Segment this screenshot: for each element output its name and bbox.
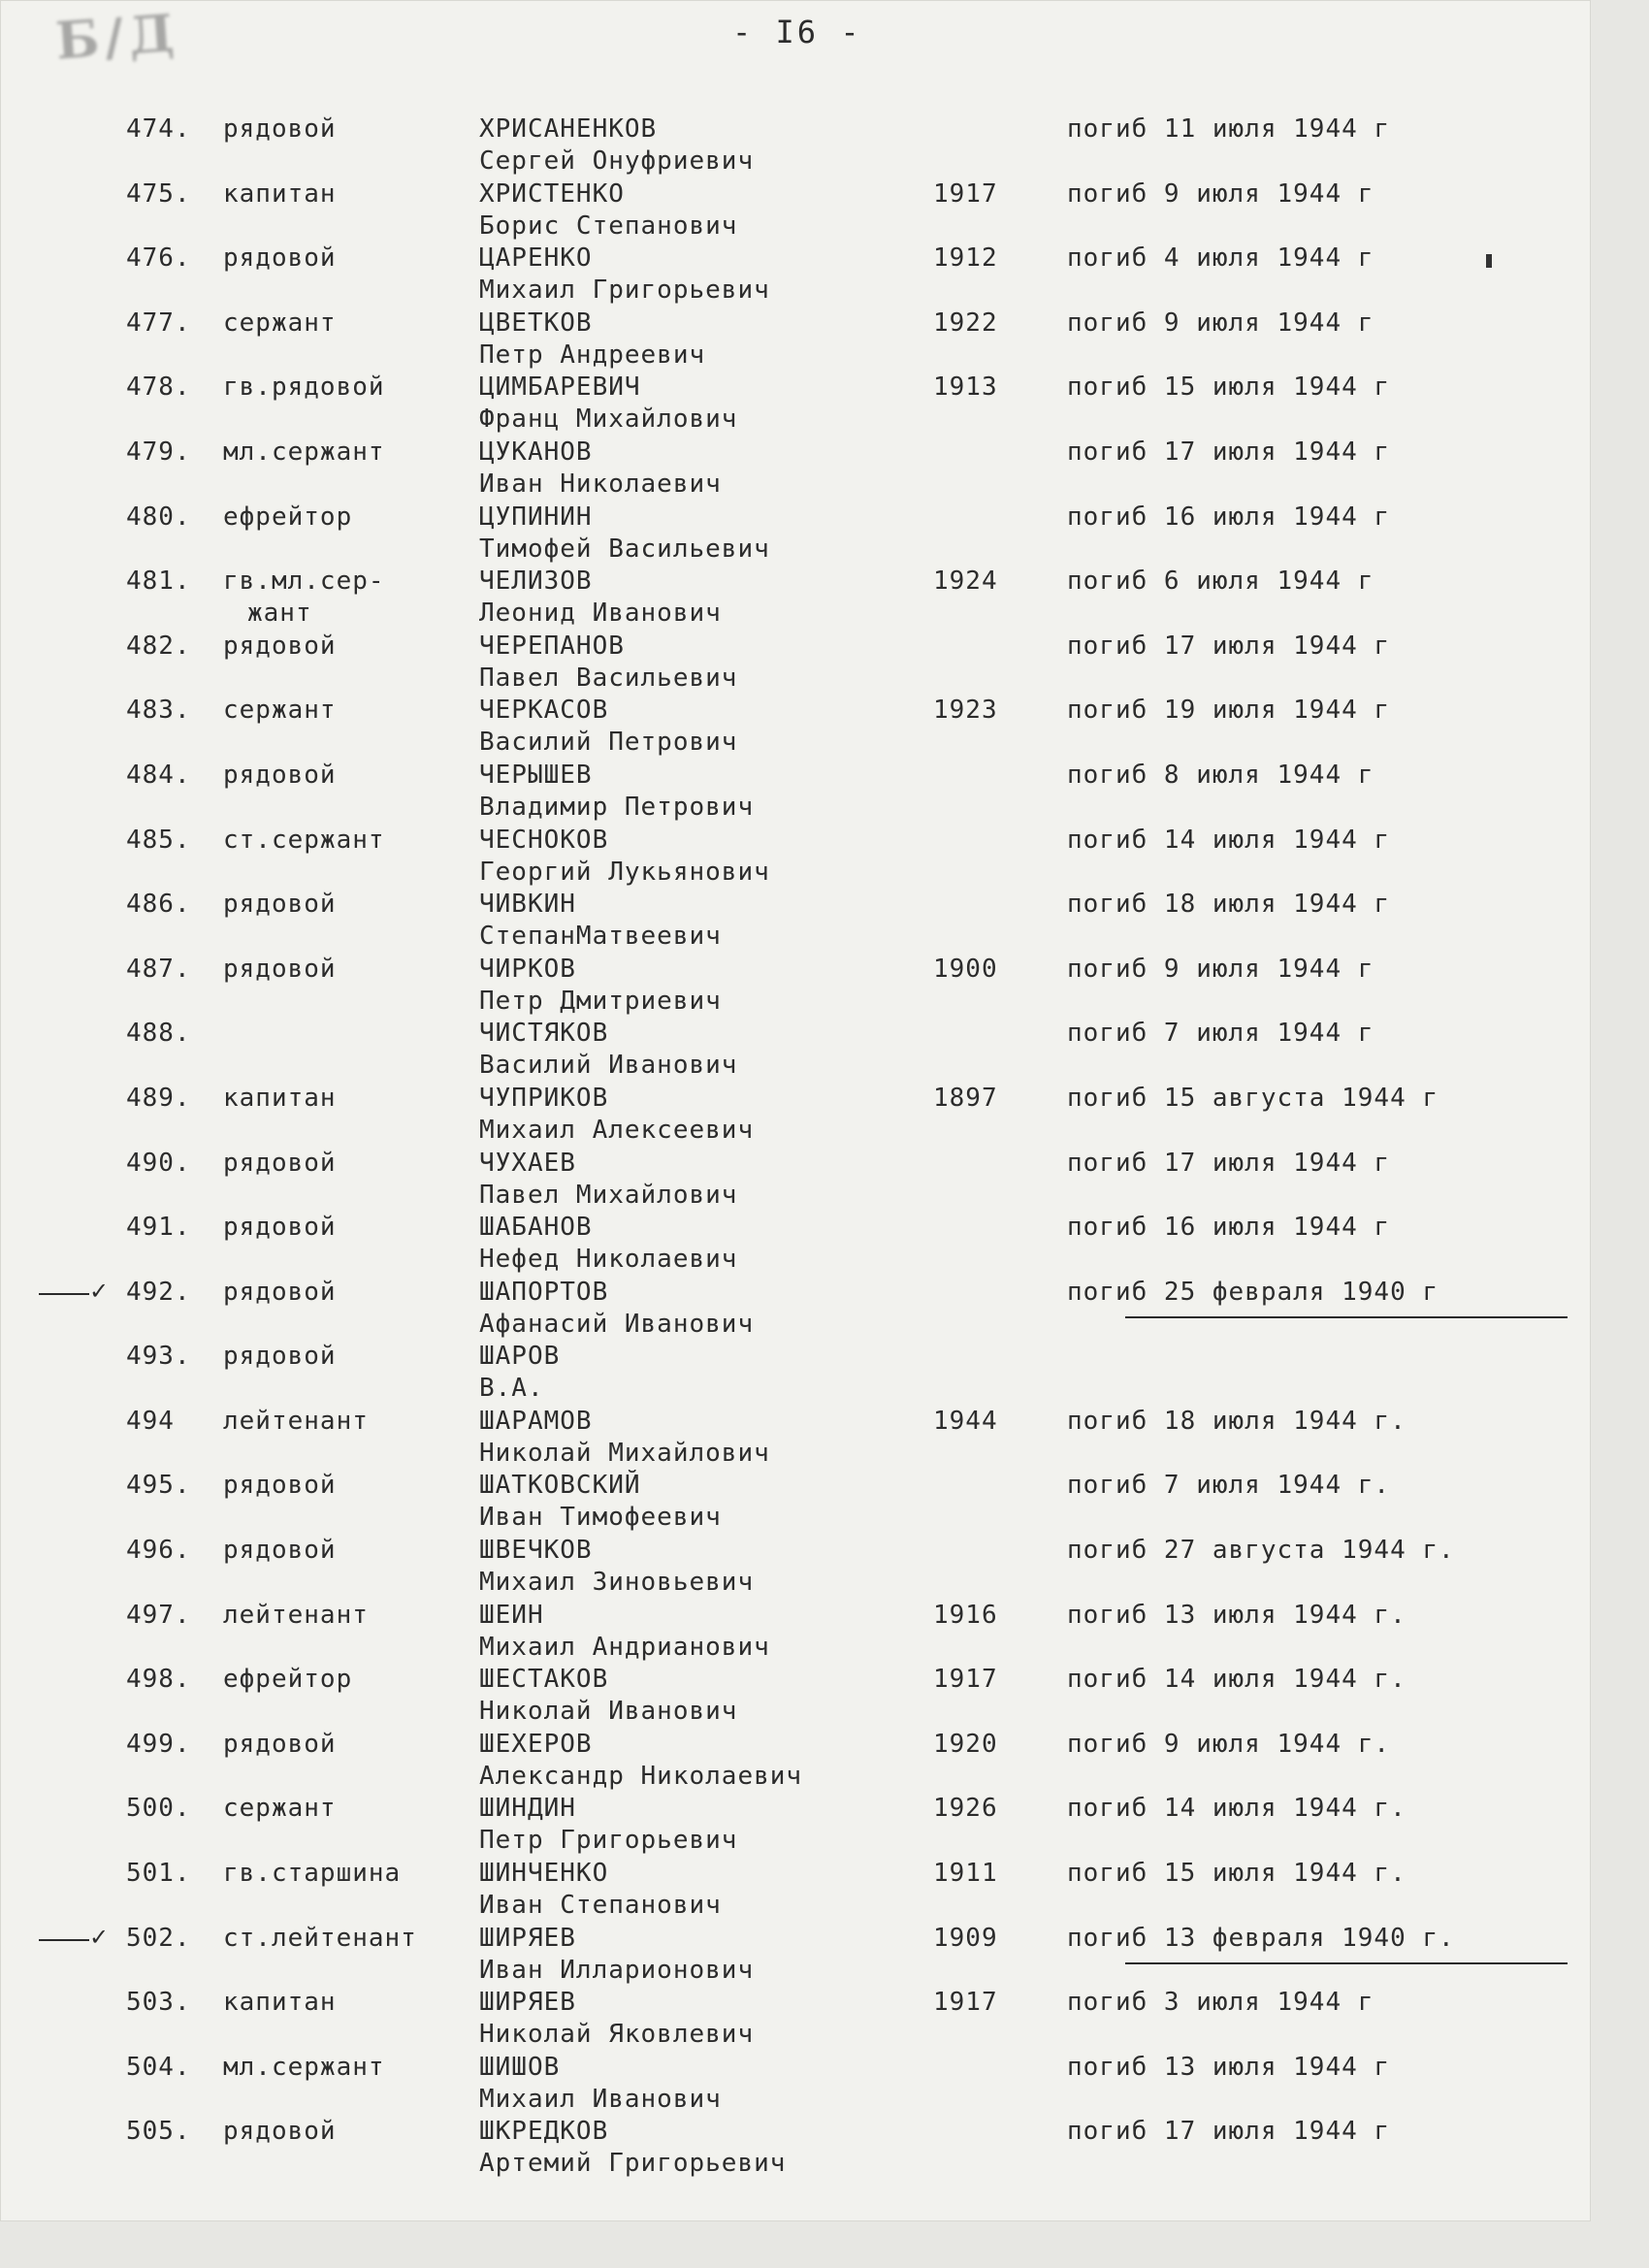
record-death-date: погиб 17 июля 1944 г bbox=[1067, 1148, 1391, 1178]
record-birth-year: 1916 bbox=[933, 1600, 998, 1630]
record-rank: ст.сержант bbox=[223, 825, 385, 855]
record-number: 483. bbox=[126, 696, 191, 726]
list-item bbox=[0, 1982, 1591, 2050]
record-surname: ШАТКОВСКИЙ bbox=[479, 1471, 641, 1501]
record-rank: гв.мл.сер- bbox=[223, 567, 385, 597]
record-rank-continued: жант bbox=[247, 599, 312, 629]
record-rank: сержант bbox=[223, 308, 337, 338]
record-given-names: Георгий Лукьянович bbox=[479, 857, 770, 887]
record-death-date: погиб 13 июля 1944 г. bbox=[1067, 1600, 1406, 1630]
list-item bbox=[0, 626, 1591, 691]
record-number: 491. bbox=[126, 1213, 191, 1243]
record-number: 495. bbox=[126, 1471, 191, 1501]
record-number: 503. bbox=[126, 1988, 191, 2018]
record-death-date: погиб 13 февраля 1940 г. bbox=[1067, 1923, 1455, 1953]
record-rank: рядовой bbox=[223, 954, 337, 984]
list-item bbox=[0, 109, 1591, 174]
record-rank: рядовой bbox=[223, 760, 337, 790]
record-surname: ШАРОВ bbox=[479, 1342, 561, 1372]
record-given-names: Нефед Николаевич bbox=[479, 1245, 738, 1275]
record-given-names: Леонид Иванович bbox=[479, 599, 722, 629]
record-rank: рядовой bbox=[223, 1342, 337, 1372]
record-death-date: погиб 16 июля 1944 г bbox=[1067, 502, 1391, 532]
record-death-date: погиб 18 июля 1944 г bbox=[1067, 890, 1391, 920]
record-surname: ХРИСТЕНКО bbox=[479, 178, 625, 209]
record-surname: ЧЕСНОКОВ bbox=[479, 825, 609, 855]
record-given-names: Иван Николаевич bbox=[479, 469, 722, 499]
list-item bbox=[0, 1013, 1591, 1081]
record-surname: ШИНДИН bbox=[479, 1794, 576, 1824]
record-given-names: Афанасий Иванович bbox=[479, 1309, 755, 1339]
record-rank: мл.сержант bbox=[223, 437, 385, 467]
record-surname: ЧИВКИН bbox=[479, 890, 576, 920]
record-number: 499. bbox=[126, 1729, 191, 1759]
record-number: 478. bbox=[126, 373, 191, 403]
record-number: 493. bbox=[126, 1342, 191, 1372]
record-surname: ЦУКАНОВ bbox=[479, 437, 593, 467]
record-death-date: погиб 9 июля 1944 г bbox=[1067, 954, 1374, 984]
record-surname: ЦУПИНИН bbox=[479, 502, 593, 532]
record-rank: рядовой bbox=[223, 631, 337, 661]
record-birth-year: 1911 bbox=[933, 1859, 998, 1889]
record-death-date: погиб 15 июля 1944 г bbox=[1067, 373, 1391, 403]
record-surname: ЧЕЛИЗОВ bbox=[479, 567, 593, 597]
record-surname: ШКРЕДКОВ bbox=[479, 2117, 609, 2147]
list-item bbox=[0, 2111, 1591, 2179]
record-number: 485. bbox=[126, 825, 191, 855]
list-item bbox=[0, 561, 1591, 629]
record-number: 489. bbox=[126, 1083, 191, 1113]
record-birth-year: 1926 bbox=[933, 1794, 998, 1824]
list-item bbox=[0, 238, 1591, 306]
record-given-names: Михаил Иванович bbox=[479, 2084, 722, 2114]
record-surname: ЧЕРЕПАНОВ bbox=[479, 631, 625, 661]
record-surname: ЧЕРКАСОВ bbox=[479, 696, 609, 726]
record-rank: рядовой bbox=[223, 1148, 337, 1178]
record-rank: ефрейтор bbox=[223, 502, 353, 532]
list-item bbox=[0, 1788, 1591, 1856]
record-given-names: Иван Илларионович bbox=[479, 1955, 755, 1985]
list-item bbox=[0, 1595, 1591, 1660]
record-birth-year: 1917 bbox=[933, 178, 998, 209]
record-given-names: Петр Андреевич bbox=[479, 340, 706, 370]
page-number: - I6 - bbox=[732, 14, 862, 50]
record-birth-year: 1917 bbox=[933, 1665, 998, 1695]
record-death-date: погиб 17 июля 1944 г bbox=[1067, 631, 1391, 661]
record-number: 498. bbox=[126, 1665, 191, 1695]
list-item bbox=[0, 1918, 1591, 1983]
record-surname: ЦАРЕНКО bbox=[479, 243, 593, 274]
record-given-names: Франц Михайлович bbox=[479, 405, 738, 435]
record-given-names: Василий Петрович bbox=[479, 728, 738, 758]
list-item bbox=[0, 1336, 1591, 1404]
record-given-names: Павел Васильевич bbox=[479, 663, 738, 693]
handwritten-underline bbox=[1125, 1316, 1568, 1318]
check-mark-icon: ✓ bbox=[89, 1277, 111, 1305]
margin-dash-mark bbox=[39, 1293, 89, 1295]
record-number: 505. bbox=[126, 2117, 191, 2147]
record-death-date: погиб 25 февраля 1940 г bbox=[1067, 1277, 1439, 1307]
record-rank: рядовой bbox=[223, 1536, 337, 1566]
check-mark-icon: ✓ bbox=[89, 1923, 111, 1951]
record-number: 480. bbox=[126, 502, 191, 532]
record-given-names: СтепанМатвеевич bbox=[479, 922, 722, 952]
list-item bbox=[0, 1659, 1591, 1727]
list-item bbox=[0, 497, 1591, 562]
record-rank: ефрейтор bbox=[223, 1665, 353, 1695]
record-rank: рядовой bbox=[223, 243, 337, 274]
record-rank: капитан bbox=[223, 1083, 337, 1113]
record-surname: ШАРАМОВ bbox=[479, 1406, 593, 1436]
record-surname: ШЕХЕРОВ bbox=[479, 1729, 593, 1759]
record-given-names: В.А. bbox=[479, 1374, 544, 1404]
record-given-names: Павел Михайлович bbox=[479, 1180, 738, 1210]
record-surname: ШАПОРТОВ bbox=[479, 1277, 609, 1307]
record-number: 482. bbox=[126, 631, 191, 661]
record-death-date: погиб 19 июля 1944 г bbox=[1067, 696, 1391, 726]
record-given-names: Владимир Петрович bbox=[479, 792, 755, 822]
record-surname: ШИРЯЕВ bbox=[479, 1988, 576, 2018]
record-birth-year: 1900 bbox=[933, 954, 998, 984]
list-item bbox=[0, 1401, 1591, 1466]
record-surname: ЦВЕТКОВ bbox=[479, 308, 593, 338]
record-given-names: Николай Иванович bbox=[479, 1697, 738, 1727]
record-number: 496. bbox=[126, 1536, 191, 1566]
record-death-date: погиб 9 июля 1944 г bbox=[1067, 308, 1374, 338]
record-given-names: Василий Иванович bbox=[479, 1051, 738, 1081]
record-number: 486. bbox=[126, 890, 191, 920]
record-rank: рядовой bbox=[223, 890, 337, 920]
record-birth-year: 1913 bbox=[933, 373, 998, 403]
record-surname: ЧИСТЯКОВ bbox=[479, 1019, 609, 1049]
record-given-names: Сергей Онуфриевич bbox=[479, 146, 755, 176]
record-given-names: Иван Тимофеевич bbox=[479, 1503, 722, 1533]
record-birth-year: 1912 bbox=[933, 243, 998, 274]
record-rank: рядовой bbox=[223, 1729, 337, 1759]
record-rank: капитан bbox=[223, 178, 337, 209]
list-item bbox=[0, 2047, 1591, 2112]
record-rank: рядовой bbox=[223, 1471, 337, 1501]
record-birth-year: 1922 bbox=[933, 308, 998, 338]
list-item bbox=[0, 1143, 1591, 1208]
record-surname: ШЕИН bbox=[479, 1600, 544, 1630]
record-given-names: Петр Дмитриевич bbox=[479, 986, 722, 1016]
record-death-date: погиб 16 июля 1944 г bbox=[1067, 1213, 1391, 1243]
record-rank: рядовой bbox=[223, 1213, 337, 1243]
record-rank: гв.старшина bbox=[223, 1859, 402, 1889]
record-given-names: Николай Михайлович bbox=[479, 1438, 770, 1468]
record-number: 487. bbox=[126, 954, 191, 984]
handwritten-underline bbox=[1125, 1962, 1568, 1964]
record-death-date: погиб 15 августа 1944 г bbox=[1067, 1083, 1439, 1113]
record-death-date: погиб 7 июля 1944 г bbox=[1067, 1019, 1374, 1049]
record-death-date: погиб 17 июля 1944 г bbox=[1067, 2117, 1391, 2147]
list-item bbox=[0, 1272, 1591, 1337]
record-number: 490. bbox=[126, 1148, 191, 1178]
record-death-date: погиб 18 июля 1944 г. bbox=[1067, 1406, 1406, 1436]
record-surname: ШАБАНОВ bbox=[479, 1213, 593, 1243]
record-death-date: погиб 11 июля 1944 г bbox=[1067, 114, 1391, 144]
record-surname: ШЕСТАКОВ bbox=[479, 1665, 609, 1695]
list-item bbox=[0, 755, 1591, 820]
record-given-names: Петр Григорьевич bbox=[479, 1826, 738, 1856]
list-item bbox=[0, 432, 1591, 497]
record-death-date: погиб 8 июля 1944 г bbox=[1067, 760, 1374, 790]
record-number: 497. bbox=[126, 1600, 191, 1630]
record-surname: ШИРЯЕВ bbox=[479, 1923, 576, 1953]
record-number: 504. bbox=[126, 2052, 191, 2082]
record-number: 474. bbox=[126, 114, 191, 144]
record-death-date: погиб 4 июля 1944 г bbox=[1067, 243, 1374, 274]
list-item bbox=[0, 1530, 1591, 1598]
list-item bbox=[0, 690, 1591, 758]
record-rank: рядовой bbox=[223, 114, 337, 144]
list-item bbox=[0, 174, 1591, 239]
list-item bbox=[0, 1078, 1591, 1143]
record-given-names: Николай Яковлевич bbox=[479, 2020, 755, 2050]
record-number: 476. bbox=[126, 243, 191, 274]
record-death-date: погиб 27 августа 1944 г. bbox=[1067, 1536, 1455, 1566]
record-number: 501. bbox=[126, 1859, 191, 1889]
record-rank: рядовой bbox=[223, 2117, 337, 2147]
record-death-date: погиб 13 июля 1944 г bbox=[1067, 2052, 1391, 2082]
list-item bbox=[0, 303, 1591, 368]
record-number: 484. bbox=[126, 760, 191, 790]
record-given-names: Михаил Алексеевич bbox=[479, 1115, 755, 1145]
record-surname: ЧУХАЕВ bbox=[479, 1148, 576, 1178]
record-rank: гв.рядовой bbox=[223, 373, 385, 403]
record-birth-year: 1923 bbox=[933, 696, 998, 726]
record-rank: капитан bbox=[223, 1988, 337, 2018]
record-number: 492. bbox=[126, 1277, 191, 1307]
record-surname: ШИШОВ bbox=[479, 2052, 561, 2082]
record-surname: ЧИРКОВ bbox=[479, 954, 576, 984]
record-surname: ШВЕЧКОВ bbox=[479, 1536, 593, 1566]
record-death-date: погиб 9 июля 1944 г. bbox=[1067, 1729, 1391, 1759]
record-given-names: Борис Степанович bbox=[479, 211, 738, 241]
record-given-names: Михаил Андрианович bbox=[479, 1632, 770, 1662]
record-birth-year: 1944 bbox=[933, 1406, 998, 1436]
list-item bbox=[0, 949, 1591, 1014]
list-item bbox=[0, 1724, 1591, 1789]
list-item bbox=[0, 820, 1591, 885]
list-item bbox=[0, 367, 1591, 435]
record-number: 502. bbox=[126, 1923, 191, 1953]
record-given-names: Иван Степанович bbox=[479, 1891, 722, 1921]
list-item bbox=[0, 1207, 1591, 1275]
record-number: 481. bbox=[126, 567, 191, 597]
record-given-names: Михаил Зиновьевич bbox=[479, 1568, 755, 1598]
record-birth-year: 1897 bbox=[933, 1083, 998, 1113]
record-death-date: погиб 7 июля 1944 г. bbox=[1067, 1471, 1391, 1501]
list-item bbox=[0, 1465, 1591, 1533]
record-number: 477. bbox=[126, 308, 191, 338]
record-surname: ЧЕРЫШЕВ bbox=[479, 760, 593, 790]
record-birth-year: 1924 bbox=[933, 567, 998, 597]
margin-dash-mark bbox=[39, 1939, 89, 1941]
record-death-date: погиб 14 июля 1944 г bbox=[1067, 825, 1391, 855]
record-rank: сержант bbox=[223, 696, 337, 726]
record-surname: ШИНЧЕНКО bbox=[479, 1859, 609, 1889]
record-given-names: Артемий Григорьевич bbox=[479, 2149, 787, 2179]
record-death-date: погиб 15 июля 1944 г. bbox=[1067, 1859, 1406, 1889]
record-number: 475. bbox=[126, 178, 191, 209]
record-rank: рядовой bbox=[223, 1277, 337, 1307]
record-death-date: погиб 3 июля 1944 г bbox=[1067, 1988, 1374, 2018]
record-number: 479. bbox=[126, 437, 191, 467]
casualty-list bbox=[0, 109, 1591, 2179]
record-given-names: Тимофей Васильевич bbox=[479, 534, 770, 564]
record-birth-year: 1920 bbox=[933, 1729, 998, 1759]
list-item bbox=[0, 884, 1591, 952]
record-number: 494 bbox=[126, 1406, 175, 1436]
record-surname: ЧУПРИКОВ bbox=[479, 1083, 609, 1113]
record-birth-year: 1917 bbox=[933, 1988, 998, 2018]
record-rank: ст.лейтенант bbox=[223, 1923, 417, 1953]
record-death-date: погиб 17 июля 1944 г bbox=[1067, 437, 1391, 467]
record-surname: ЦИМБАРЕВИЧ bbox=[479, 373, 641, 403]
record-death-date: погиб 14 июля 1944 г. bbox=[1067, 1665, 1406, 1695]
record-given-names: Михаил Григорьевич bbox=[479, 275, 770, 306]
record-rank: сержант bbox=[223, 1794, 337, 1824]
record-given-names: Александр Николаевич bbox=[479, 1761, 803, 1791]
record-death-date: погиб 9 июля 1944 г bbox=[1067, 178, 1374, 209]
list-item bbox=[0, 1853, 1591, 1921]
record-rank: лейтенант bbox=[223, 1406, 369, 1436]
archive-stamp: Б/Д bbox=[53, 3, 182, 72]
record-birth-year: 1909 bbox=[933, 1923, 998, 1953]
record-number: 500. bbox=[126, 1794, 191, 1824]
record-number: 488. bbox=[126, 1019, 191, 1049]
record-rank: мл.сержант bbox=[223, 2052, 385, 2082]
record-death-date: погиб 14 июля 1944 г. bbox=[1067, 1794, 1406, 1824]
record-rank: лейтенант bbox=[223, 1600, 369, 1630]
record-death-date: погиб 6 июля 1944 г bbox=[1067, 567, 1374, 597]
record-surname: ХРИСАНЕНКОВ bbox=[479, 114, 658, 144]
